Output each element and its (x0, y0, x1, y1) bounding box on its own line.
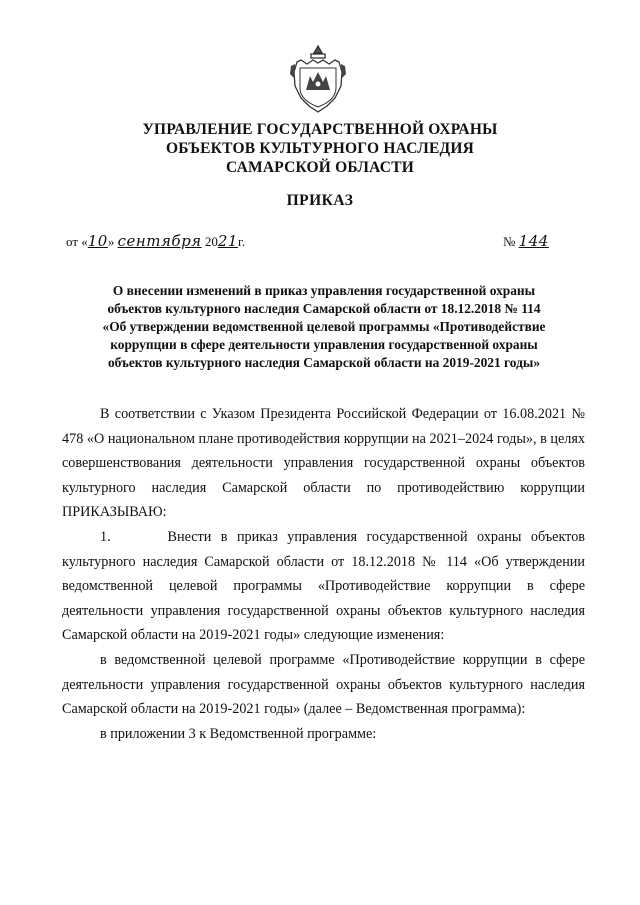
order-body (62, 402, 589, 746)
date-sep: » (107, 234, 115, 249)
date-prefix: от « (66, 234, 88, 249)
coat-of-arms-icon (287, 44, 349, 116)
subject-line-4: коррупции в сфере деятельности управления государственной охраны (110, 337, 538, 352)
body-paragraph-4: в приложении 3 к Ведомственной программе: (100, 725, 377, 742)
subject-line-5: объектов культурного наследия Самарской области на 2019-2021 годы» (107, 355, 541, 370)
date-year-suffix: 21 (217, 232, 238, 250)
date-day: 10 (87, 232, 108, 250)
date-suffix: г. (237, 234, 246, 249)
order-subject (60, 282, 588, 372)
subject-line-3: «Об утверждении ведомственной целевой программы «Противодействие (102, 319, 546, 334)
body-paragraph-1: В соответствии с Указом Президента Российской Федерации от 16.08.2021 № 478 «О национальном плане противодействия коррупции на 2021–2024 годы», в целях совершенствования деятельности управления государственной охраны объектов культурного наследия Самарской области по противодействию коррупции ПРИКАЗЫВАЮ: (62, 406, 585, 521)
body-paragraph-2: 1. Внести в приказ управления государственной охраны объектов культурного наследия Самарской области от 18.12.2018 № 114 «Об утверждении ведомственной целевой программы «Противодействие коррупции в сфере деятельности управления государственной охраны объектов культурного наследия Самарской области на 2019-2021 годы» следующие изменения: (62, 528, 589, 644)
order-number (503, 232, 549, 250)
subject-line-1: О внесении изменений в приказ управления государственной охраны (112, 283, 536, 298)
subject-line-2: объектов культурного наследия Самарской области от 18.12.2018 № 114 (107, 301, 541, 316)
org-line-1: УПРАВЛЕНИЕ ГОСУДАРСТВЕННОЙ ОХРАНЫ (142, 121, 498, 138)
document-type: ПРИКАЗ (286, 192, 354, 209)
number-prefix: № (503, 234, 516, 249)
order-date (66, 232, 245, 250)
date-year-prefix: 20 (204, 234, 218, 249)
number-value: 144 (518, 232, 549, 250)
body-paragraph-3: в ведомственной целевой программе «Противодействие коррупции в сфере деятельности управления государственной охраны объектов культурного наследия Самарской области на 2019-2021 годы» (далее – Ведомственная программа): (62, 651, 585, 718)
org-line-2: ОБЪЕКТОВ КУЛЬТУРНОГО НАСЛЕДИЯ (165, 140, 475, 157)
date-month: сентября (117, 232, 202, 250)
org-line-3: САМАРСКОЙ ОБЛАСТИ (225, 159, 414, 176)
organization-name (0, 120, 640, 177)
